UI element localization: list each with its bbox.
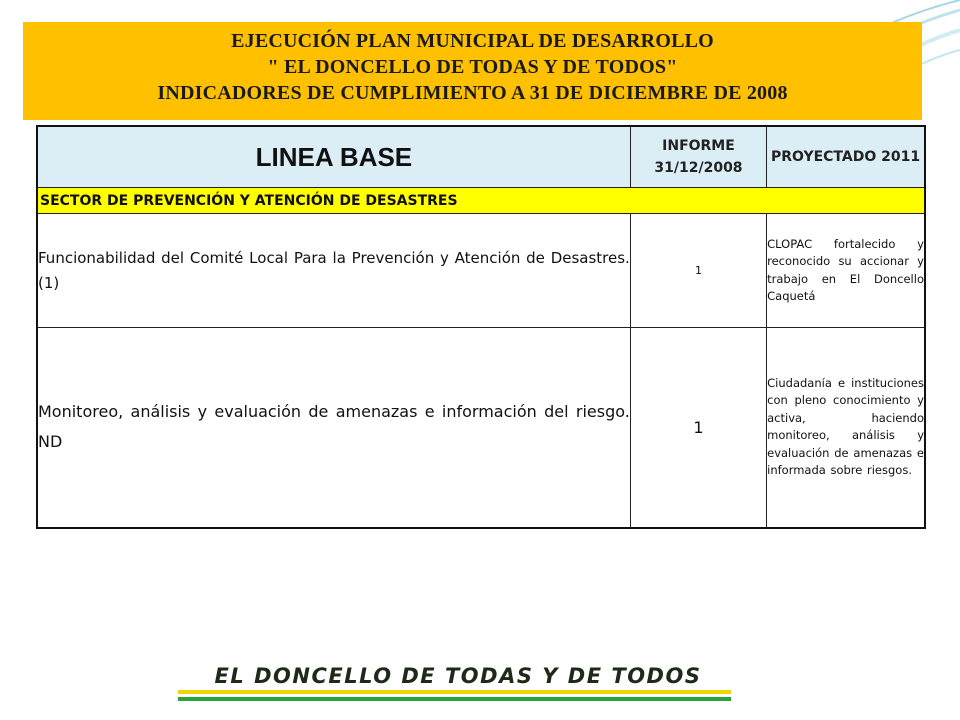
footer-slogan: EL DONCELLO DE TODAS Y DE TODOS <box>214 664 702 688</box>
sector-label: SECTOR DE PREVENCIÓN Y ATENCIÓN DE DESASTRES <box>37 188 925 214</box>
column-header-informe: INFORME 31/12/2008 <box>630 126 766 188</box>
proyectado-cell: CLOPAC fortalecido y reconocido su accionar y trabajo en El Doncello Caquetá <box>767 214 925 328</box>
header-line-1: EJECUCIÓN PLAN MUNICIPAL DE DESARROLLO <box>231 30 714 52</box>
informe-value-cell: 1 <box>630 328 766 528</box>
table-header-row <box>37 126 925 188</box>
sector-row <box>37 188 925 214</box>
indicators-table <box>36 125 926 529</box>
table-row <box>37 328 925 528</box>
indicator-cell: Monitoreo, análisis y evaluación de amenazas e información del riesgo. ND <box>37 328 630 528</box>
header-line-2: " EL DONCELLO DE TODAS Y DE TODOS" <box>267 56 678 78</box>
header-line-3: INDICADORES DE CUMPLIMIENTO A 31 DE DICIEMBRE DE 2008 <box>157 82 788 104</box>
informe-value-cell: 1 <box>630 214 766 328</box>
proyectado-cell: Ciudadanía e instituciones con pleno conocimiento y activa, haciendo monitoreo, análisis y evaluación de amenazas e informada sobre riesgos. <box>767 328 925 528</box>
table-row <box>37 214 925 328</box>
column-header-proyectado: PROYECTADO 2011 <box>767 126 925 188</box>
document-header <box>23 22 922 120</box>
indicator-cell: Funcionabilidad del Comité Local Para la Prevención y Atención de Desastres. (1) <box>37 214 630 328</box>
table-title: LINEA BASE <box>37 126 630 188</box>
footer-stripe-green <box>178 697 731 701</box>
footer-stripe-white <box>178 694 731 696</box>
